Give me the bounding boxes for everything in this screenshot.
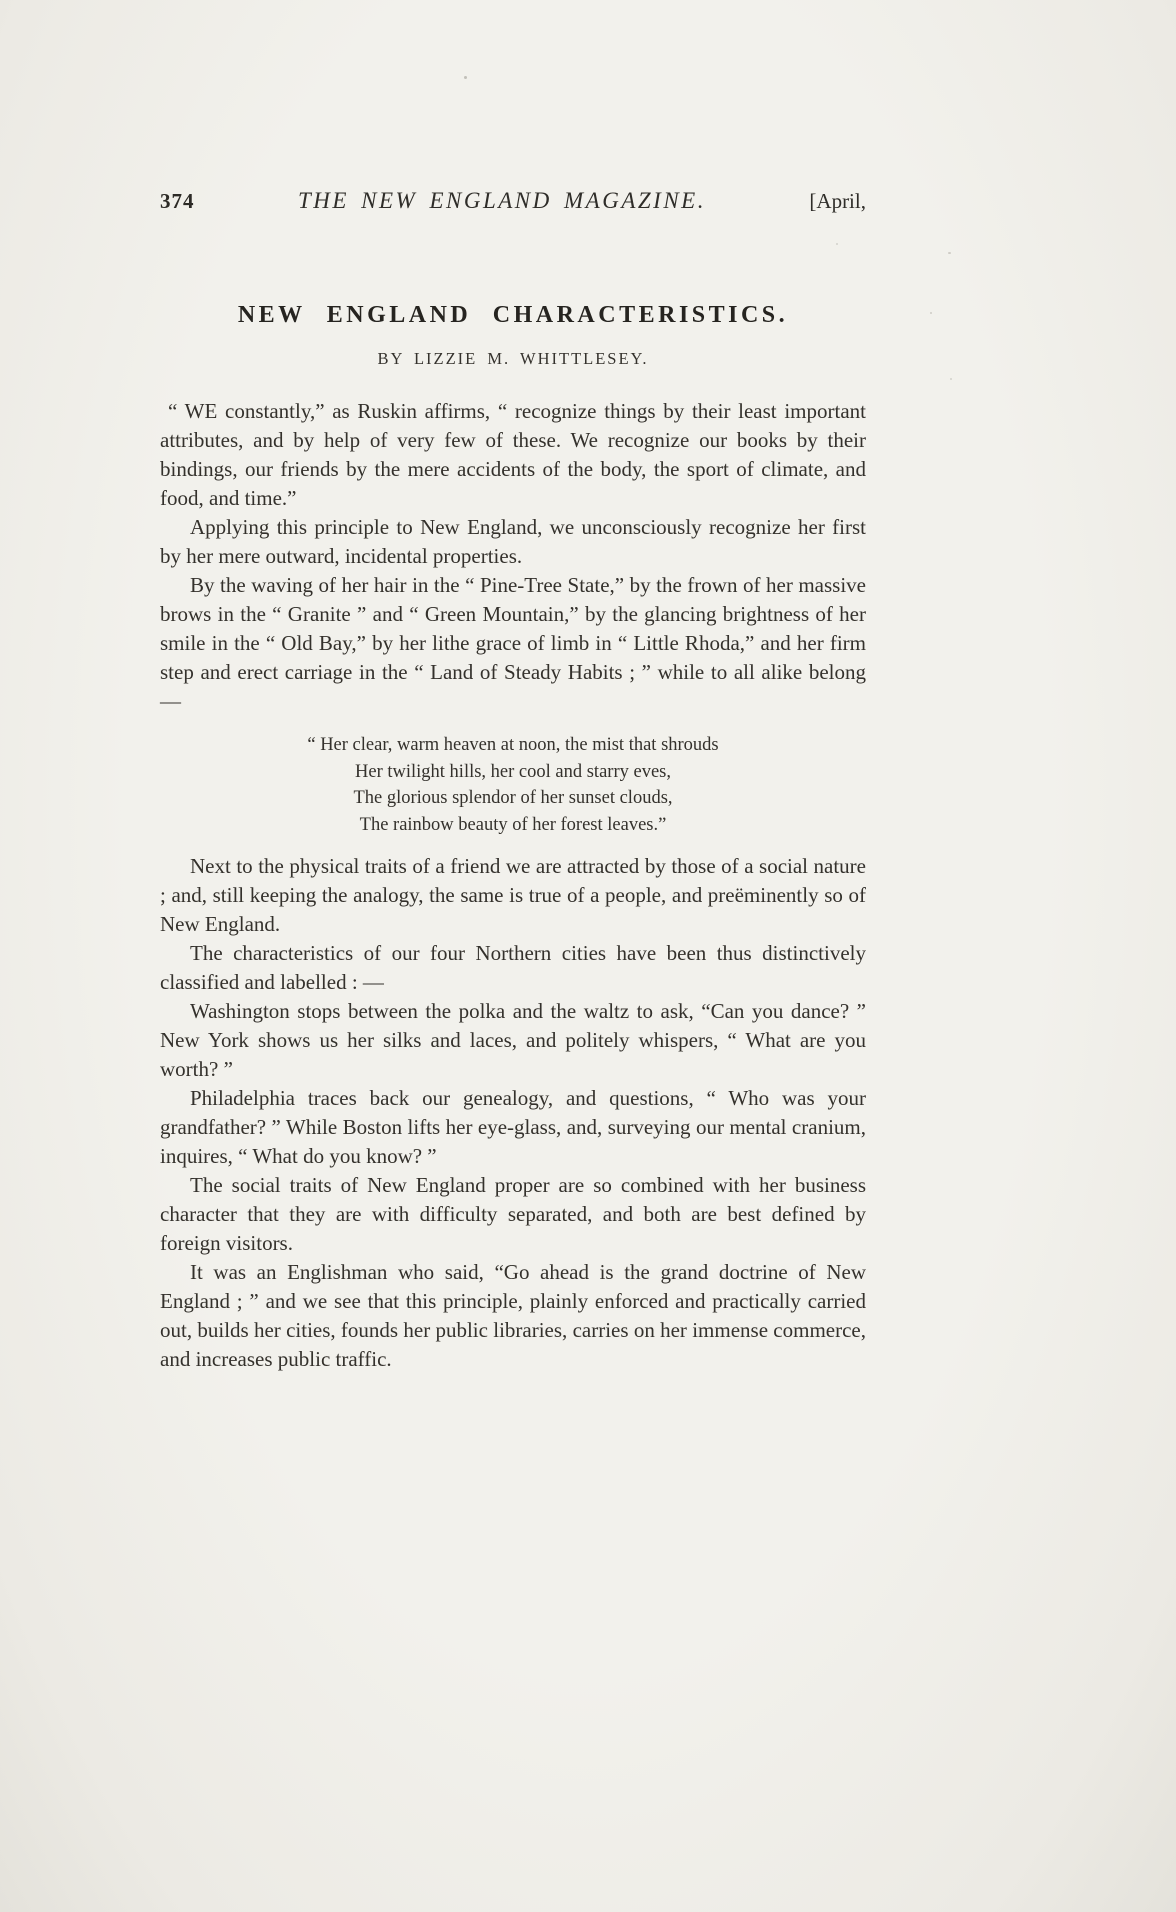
paragraph: It was an Englishman who said, “Go ahead is the grand doctrine of New England ; ” and we see that this principle, plainly enforced and practically carried out, builds her cities, founds her public libraries, carries on her immense commerce, and increases public traffic. — [160, 1260, 866, 1371]
article-title: NEW ENGLAND CHARACTERISTICS. — [237, 302, 789, 328]
paragraph: “ WE constantly,” as Ruskin affirms, “ recognize things by their least important attributes, and by help of very few of these. We recognize our books by their bindings, our friends by the mere accidents of the body, the sport of climate, and food, and time.” — [160, 399, 866, 510]
page-number: 374 — [160, 189, 195, 213]
poem-line: Her twilight hills, her cool and starry eves, — [355, 761, 671, 782]
article-body — [160, 397, 866, 1374]
poem-block — [160, 732, 866, 838]
scan-artifact — [464, 76, 467, 79]
paragraph: The social traits of New England proper are so combined with her business character that they are with difficulty separated, and both are best defined by foreign visitors. — [160, 1173, 866, 1255]
paragraph: By the waving of her hair in the “ Pine-Tree State,” by the frown of her massive brows in the “ Granite ” and “ Green Mountain,” by the glancing brightness of her smile in the “ Old Bay,” by her lithe grace of limb in “ Little Rhoda,” and her firm step and erect carriage in the “ Land of Steady Habits ; ” while to all alike belong — — [160, 573, 866, 713]
poem-line: “ Her clear, warm heaven at noon, the mist that shrouds — [307, 735, 719, 755]
scan-artifact — [950, 378, 952, 380]
paragraph: Next to the physical traits of a friend we are attracted by those of a social nature ; and, still keeping the analogy, the same is true of a people, and preëminently so of New England. — [160, 854, 866, 936]
page-content — [160, 188, 866, 1374]
paragraph: Washington stops between the polka and the waltz to ask, “Can you dance? ” New York shows us her silks and laces, and politely whispers, “ What are you worth? ” — [160, 999, 866, 1081]
paragraph: Applying this principle to New England, we unconsciously recognize her first by her mere outward, incidental properties. — [160, 515, 866, 568]
issue-label: [April, — [809, 189, 866, 213]
journal-title: THE NEW ENGLAND MAGAZINE. — [297, 188, 706, 213]
byline: BY LIZZIE M. WHITTLESEY. — [377, 349, 649, 368]
paragraph: The characteristics of our four Northern cities have been thus distinctively classified and labelled : — — [160, 941, 866, 994]
scan-artifact — [930, 312, 932, 314]
running-head — [160, 188, 866, 214]
poem-line: The rainbow beauty of her forest leaves.” — [359, 814, 667, 835]
scan-artifact — [948, 252, 951, 254]
paragraph: Philadelphia traces back our genealogy, and questions, “ Who was your grandfather? ” While Boston lifts her eye-glass, and, surveying our mental cranium, inquires, “ What do you know? ” — [160, 1086, 866, 1168]
poem-line: The glorious splendor of her sunset clouds, — [353, 788, 673, 808]
